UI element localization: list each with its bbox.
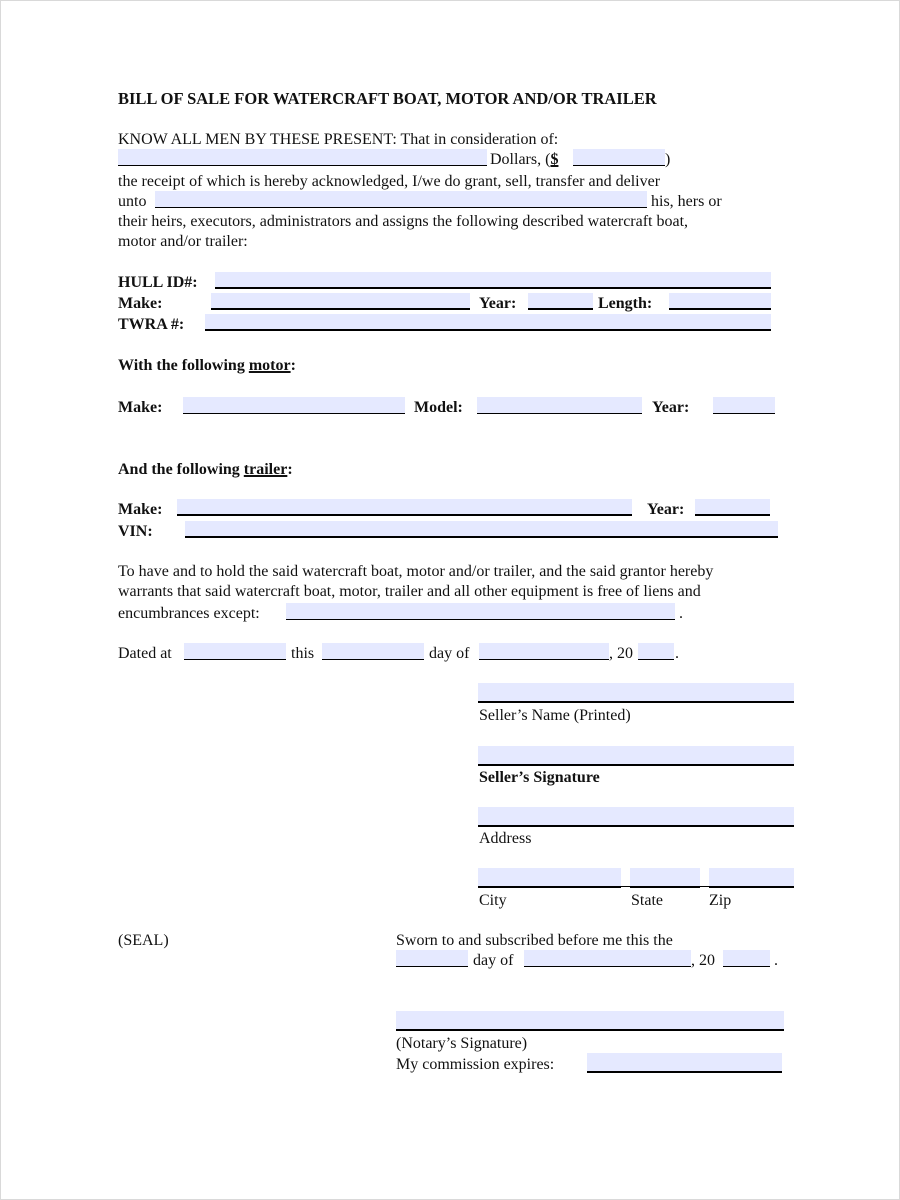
city-state-underline-gap: [621, 886, 630, 887]
intro-line-6: motor and/or trailer:: [118, 233, 248, 250]
warranty-line-2: warrants that said watercraft boat, motor, trailer and all other equipment is free of liens and: [118, 583, 701, 600]
motor-model-label: Model:: [414, 399, 463, 416]
warranty-line-3: encumbrances except:: [118, 605, 260, 622]
unto-label: unto: [118, 193, 147, 210]
sworn-text: Sworn to and subscribed before me this the: [396, 932, 673, 949]
boat-length-label: Length:: [598, 295, 653, 312]
motor-heading: With the following motor:: [118, 357, 296, 374]
dated-place-field[interactable]: [184, 643, 286, 660]
trailer-vin-field[interactable]: [185, 521, 778, 538]
warranty-line-1: To have and to hold the said watercraft boat, motor and/or trailer, and the said grantor hereby: [118, 563, 714, 580]
trailer-year-field[interactable]: [695, 499, 770, 516]
seller-signature-label: Seller’s Signature: [479, 769, 600, 786]
notary-year-field[interactable]: [723, 950, 770, 967]
seller-name-field[interactable]: [478, 683, 794, 703]
warranty-period: .: [679, 605, 683, 622]
dated-month-field[interactable]: [479, 643, 609, 660]
day-of-label: day of: [429, 645, 470, 662]
twra-label: TWRA #:: [118, 316, 185, 333]
seller-signature-field[interactable]: [478, 746, 794, 766]
state-zip-underline-gap: [700, 886, 709, 887]
motor-make-field[interactable]: [183, 397, 405, 414]
boat-year-label: Year:: [479, 295, 517, 312]
notary-signature-field[interactable]: [396, 1011, 784, 1031]
boat-make-field[interactable]: [211, 293, 470, 310]
dollars-label: Dollars, ($: [490, 151, 559, 168]
intro-line-3: the receipt of which is hereby acknowledged, I/we do grant, sell, transfer and deliver: [118, 173, 661, 190]
dated-year-field[interactable]: [638, 643, 674, 660]
notary-comma-20-label: , 20: [691, 952, 715, 969]
trailer-heading: And the following trailer:: [118, 461, 293, 478]
comma-20-label: , 20: [609, 645, 633, 662]
dated-day-field[interactable]: [322, 643, 424, 660]
commission-expires-field[interactable]: [587, 1053, 782, 1073]
boat-length-field[interactable]: [669, 293, 771, 310]
commission-expires-label: My commission expires:: [396, 1056, 555, 1073]
motor-model-field[interactable]: [477, 397, 642, 414]
seller-city-label: City: [479, 892, 507, 909]
consideration-amount-words-field[interactable]: [118, 149, 487, 166]
boat-year-field[interactable]: [528, 293, 593, 310]
motor-make-label: Make:: [118, 399, 163, 416]
dated-period: .: [675, 645, 679, 662]
seal-label: (SEAL): [118, 932, 169, 949]
notary-period: .: [774, 952, 778, 969]
intro-line-5: their heirs, executors, administrators and assigns the following described watercraft boat,: [118, 213, 689, 230]
seller-state-field[interactable]: [630, 868, 700, 888]
notary-signature-label: (Notary’s Signature): [396, 1035, 528, 1052]
trailer-make-label: Make:: [118, 501, 163, 518]
trailer-vin-label: VIN:: [118, 523, 153, 540]
seller-zip-label: Zip: [709, 892, 732, 909]
document-title: BILL OF SALE FOR WATERCRAFT BOAT, MOTOR AND/OR TRAILER: [118, 89, 657, 108]
seller-address-field[interactable]: [478, 807, 794, 827]
dated-at-label: Dated at: [118, 645, 172, 662]
seller-state-label: State: [631, 892, 663, 909]
encumbrances-field[interactable]: [286, 603, 675, 620]
seller-zip-field[interactable]: [709, 868, 794, 888]
seller-name-label: Seller’s Name (Printed): [479, 707, 631, 724]
motor-year-label: Year:: [652, 399, 690, 416]
hull-id-label: HULL ID#:: [118, 274, 198, 291]
notary-day-field[interactable]: [396, 950, 468, 967]
notary-month-field[interactable]: [524, 950, 691, 967]
notary-day-of-label: day of: [473, 952, 514, 969]
hull-id-field[interactable]: [215, 272, 771, 289]
close-paren: ): [665, 151, 671, 168]
boat-make-label: Make:: [118, 295, 163, 312]
intro-line-1: KNOW ALL MEN BY THESE PRESENT: That in consideration of:: [118, 131, 559, 148]
his-hers-label: his, hers or: [651, 193, 722, 210]
consideration-amount-field[interactable]: [573, 149, 665, 166]
seller-address-label: Address: [479, 830, 532, 847]
trailer-year-label: Year:: [647, 501, 685, 518]
this-label: this: [291, 645, 315, 662]
twra-field[interactable]: [205, 314, 771, 331]
motor-year-field[interactable]: [713, 397, 775, 414]
buyer-name-field[interactable]: [155, 191, 647, 208]
trailer-make-field[interactable]: [177, 499, 632, 516]
seller-city-field[interactable]: [478, 868, 621, 888]
